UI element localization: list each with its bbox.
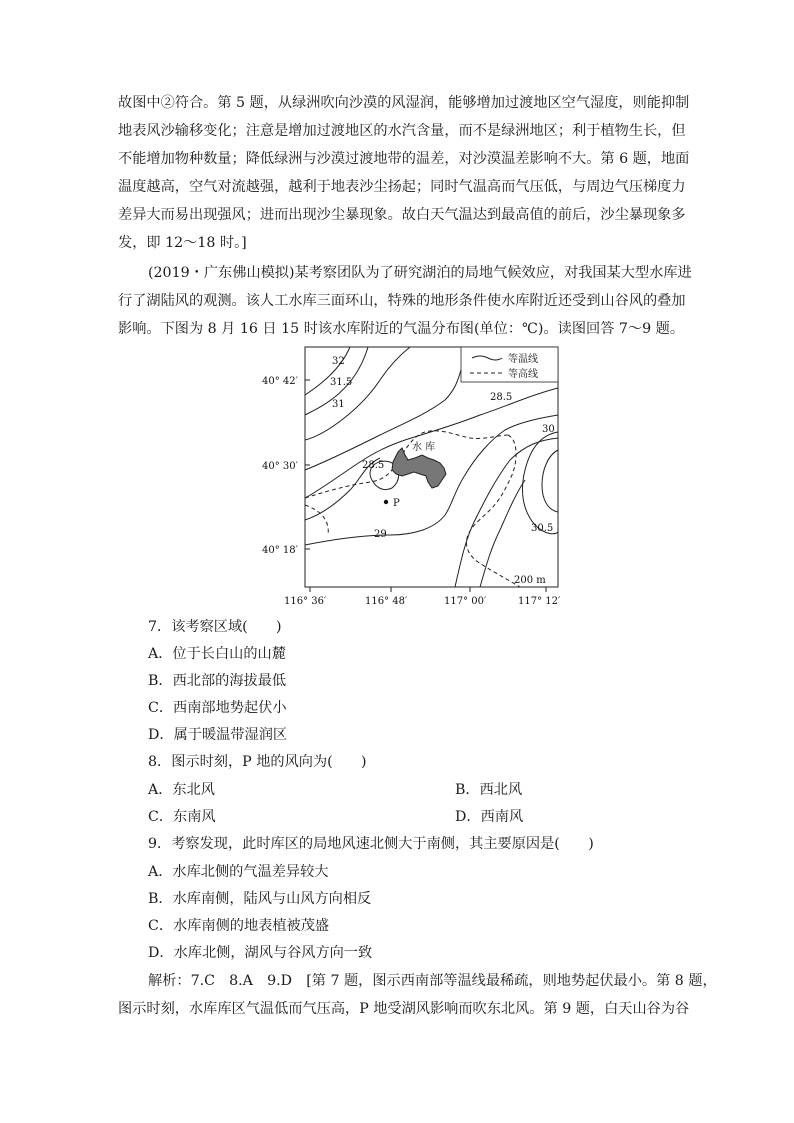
legend-contour-label: 等高线 <box>508 369 538 380</box>
isotherm-label: 30 <box>542 424 555 435</box>
contour-label: 200 m <box>514 575 546 586</box>
option-d[interactable]: D．属于暖温带湿润区 <box>148 727 288 743</box>
isotherm-east-core <box>522 432 558 534</box>
isotherm-label: 31.5 <box>330 377 353 388</box>
option-a[interactable]: A．水库北侧的气温差异较大 <box>148 864 329 880</box>
isotherm-label: 28.5 <box>362 460 385 471</box>
reservoir-shape <box>392 448 446 488</box>
lon-tick-label: 117° 00′ <box>444 596 487 607</box>
option-b[interactable]: B．西北风 <box>455 782 523 798</box>
isotherm-label: 30.5 <box>531 523 554 534</box>
isotherm-label: 29 <box>374 529 387 540</box>
lon-tick-label: 117° 12′ <box>518 596 561 607</box>
temperature-map <box>250 340 580 610</box>
lon-tick-label: 116° 48′ <box>365 596 408 607</box>
text-line: 行了湖陆风的观测。该人工水库三面环山，特殊的地形条件使水库附近还受到山谷风的叠加 <box>118 293 686 309</box>
text-line: 地表风沙输移变化；注意是增加过渡地区的水汽含量，而不是绿洲地区；利于植物生长，但 <box>118 123 686 139</box>
isotherm-30-north <box>305 370 461 470</box>
option-a[interactable]: A．东北风 <box>148 782 215 798</box>
longitude-ticks <box>284 587 561 607</box>
legend-isotherm-label: 等温线 <box>508 354 538 365</box>
isotherm-31 <box>305 347 410 440</box>
option-c[interactable]: C．水库南侧的地表植被茂盛 <box>148 918 330 934</box>
option-d[interactable]: D．西南风 <box>455 809 524 825</box>
text-line: 不能增加物种数量；降低绿洲与沙漠过渡地带的温差，对沙漠温差影响不大。第 6 题，地面 <box>118 151 690 167</box>
option-b[interactable]: B．水库南侧，陆风与山风方向相反 <box>148 891 372 907</box>
lat-tick-label: 40° 18′ <box>262 545 298 556</box>
text-line: (2019・广东佛山模拟)某考察团队为了研究湖泊的局地气候效应，对我国某大型水库进 <box>148 265 692 281</box>
text-line: 差异大而易出现强风；进而出现沙尘暴现象。故白天气温达到最高值的前后，沙尘暴现象多 <box>118 207 686 223</box>
lon-tick-label: 116° 36′ <box>284 596 327 607</box>
latitude-ticks <box>262 376 310 556</box>
contour-west <box>305 505 328 535</box>
option-c[interactable]: C．东南风 <box>148 809 216 825</box>
isotherm-label: 28.5 <box>490 392 513 403</box>
option-b[interactable]: B．西北部的海拔最低 <box>148 673 287 689</box>
point-p-marker <box>384 500 388 504</box>
option-c[interactable]: C．西南部地势起伏小 <box>148 700 287 716</box>
text-line: 解析：7.C 8.A 9.D [第 7 题，图示西南部等温线最稀疏，则地势起伏最小。第 8 题， <box>148 973 717 989</box>
isotherm-30 <box>455 438 558 587</box>
lat-tick-label: 40° 42′ <box>262 376 298 387</box>
lat-tick-label: 40° 30′ <box>262 461 298 472</box>
option-d[interactable]: D．水库北侧，湖风与谷风方向一致 <box>148 945 373 961</box>
contour-lines <box>305 431 520 587</box>
question-stem: 9．考察发现，此时库区的局地风速北侧大于南侧，其主要原因是( ) <box>148 836 594 852</box>
text-line: 温度越高，空气对流越强，越利于地表沙尘扬起；同时气温高而气压低，与周边气压梯度力 <box>118 179 686 195</box>
text-line: 影响。下图为 8 月 16 日 15 时该水库附近的气温分布图(单位：℃)。读图回答 7～9 题。 <box>118 321 685 337</box>
question-stem: 7．该考察区域( ) <box>148 619 282 635</box>
map-legend <box>461 347 558 382</box>
text-line: 故图中②符合。第 5 题，从绿洲吹向沙漠的风湿润，能够增加过渡地区空气湿度，则能抑制 <box>118 95 690 111</box>
isotherm-east-inner <box>542 450 558 512</box>
isotherm-label: 31 <box>332 399 345 410</box>
question-stem: 8．图示时刻，P 地的风向为( ) <box>148 754 367 770</box>
isotherm-label: 32 <box>332 356 345 367</box>
point-p-label: P <box>393 498 400 509</box>
text-line: 图示时刻，水库库区气温低而气压高，P 地受湖风影响而吹东北风。第 9 题，白天山谷为谷 <box>118 1001 690 1017</box>
reservoir-label: 水 库 <box>412 442 436 453</box>
text-line: 发，即 12～18 时。] <box>118 235 247 251</box>
option-a[interactable]: A．位于长白山的山麓 <box>148 646 286 662</box>
